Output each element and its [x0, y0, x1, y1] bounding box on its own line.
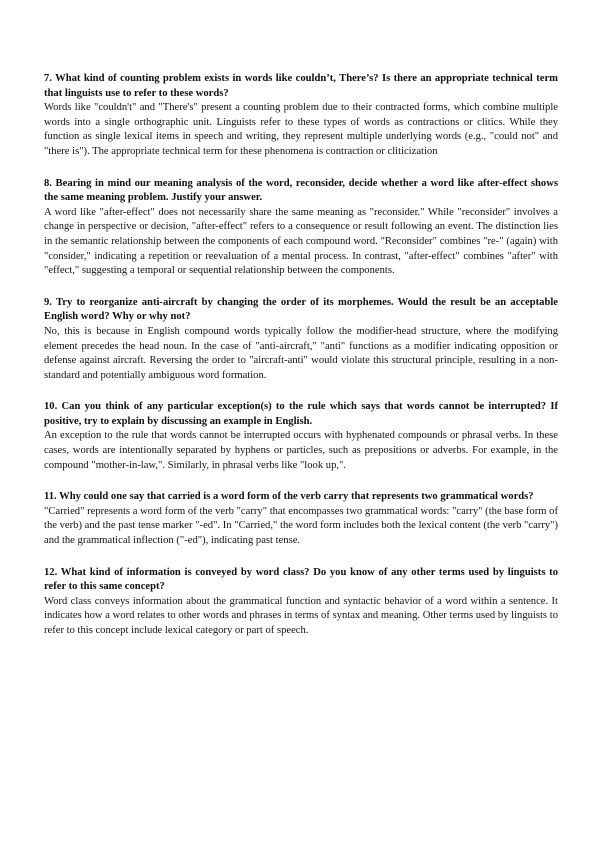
- answer-12: Word class conveys information about the grammatical function and syntactic behavior of a word within a sentence. It indicates how a word relates to other words and phrases in terms of syntax and meaning. Other terms used by linguists to refer to this concept include lexical category or part of speech.: [44, 595, 558, 636]
- question-8: 8. Bearing in mind our meaning analysis of the word, reconsider, decide whether a word like after-effect shows the same meaning problem. Justify your answer.: [44, 177, 558, 204]
- qa-item-7: [44, 72, 558, 160]
- answer-7: Words like "couldn't" and "There's" present a counting problem due to their contracted forms, which combine multiple words into a single orthographic unit. Linguists refer to these types of words as contractions or clitics. While they function as single lexical items in speech and writing, they represent multiple underlying words (e.g., "could not" and "there is"). The appropriate technical term for these phenomena is contraction or cliticization: [44, 102, 558, 157]
- answer-8: A word like "after-effect" does not necessarily share the same meaning as "reconsider." While "reconsider" involves a change in perspective or decision, "after-effect" refers to a consequence or result following an event. The distinction lies in the semantic relationship between the components of each compound word. "Reconsider" combines "re-" (again) with "consider," indicating a repetition or reevaluation of a mental process. In contrast, "after-effect" combines "after" with "effect," suggesting a temporal or sequential relationship between the components.: [44, 206, 558, 277]
- answer-9: No, this is because in English compound words typically follow the modifier-head structure, where the modifying element precedes the head noun. In the case of "anti-aircraft," "anti" functions as a modifier indicating opposition or defense against aircraft. Reversing the order to "aircraft-anti" would violate this structural principle, resulting in a non-standard and potentially ambiguous word formation.: [44, 325, 558, 381]
- question-12: 12. What kind of information is conveyed by word class? Do you know of any other terms used by linguists to refer to this same concept?: [44, 566, 558, 593]
- answer-11: "Carried" represents a word form of the verb "carry" that encompasses two grammatical words: "carry" (the base form of the verb) and the past tense marker "-ed". In "Carried," the word form includes both the lexical content (the verb "carry") and the grammatical inflection ("-ed"), indicating past tense.: [44, 505, 558, 547]
- question-10: 10. Can you think of any particular exception(s) to the rule which says that words cannot be interrupted? If positive, try to explain by discussing an example in English.: [44, 401, 558, 427]
- document-page: [44, 72, 558, 656]
- question-7: 7. What kind of counting problem exists in words like couldn’t, There’s? Is there an appropriate technical term that linguists use to refer to these words?: [44, 73, 558, 99]
- question-9: 9. Try to reorganize anti-aircraft by changing the order of its morphemes. Would the result be an acceptable English word? Why or why not?: [44, 296, 558, 323]
- qa-item-11: [44, 490, 558, 548]
- answer-10: An exception to the rule that words cannot be interrupted occurs with hyphenated compounds or phrasal verbs. In these cases, words are intentionally separated by hyphens or particles, such as prepositions or adverbs. For example, in the compound "mother-in-law,". Similarly, in phrasal verbs like "look up,".: [44, 430, 558, 471]
- qa-item-9: [44, 296, 558, 384]
- qa-item-10: [44, 400, 558, 473]
- qa-item-8: [44, 177, 558, 279]
- qa-item-12: [44, 566, 558, 639]
- question-11: 11. Why could one say that carried is a word form of the verb carry that represents two grammatical words?: [44, 491, 534, 503]
